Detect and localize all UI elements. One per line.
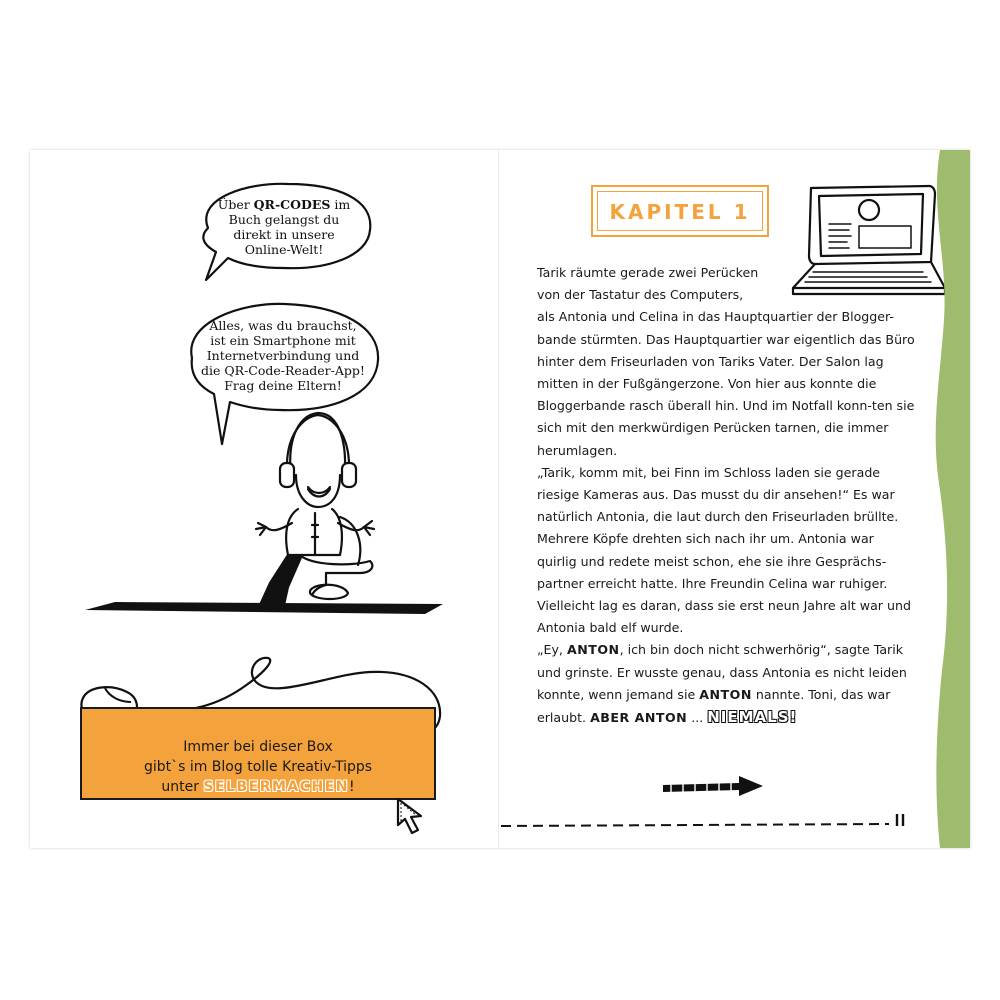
floor-shadow-icon xyxy=(85,598,445,616)
green-page-band xyxy=(930,150,970,848)
niemals-word: NIEMALS! xyxy=(707,708,798,727)
aber-anton-word: ABER ANTON xyxy=(590,710,688,726)
story-paragraph-3: „Ey, ANTON, ich bin doch nicht schwerhörig“, sagte Tarik und grinste. Er wusste genau, dass Antonia es nicht leiden konnte, wenn jemand sie ANTON nannte. Toni, das war erlaubt. ABER ANTON ... NIEMALS! xyxy=(537,642,907,727)
kreativ-tipps-text xyxy=(82,737,434,797)
chapter-title: KAPITEL 1 xyxy=(609,200,751,224)
selbermachen-highlight: SELBERMACHEN xyxy=(203,779,350,795)
story-line-2: von der Tastatur des Computers, xyxy=(537,287,744,303)
story-text xyxy=(537,262,917,729)
bubble-top-text: Über QR-CODES im Buch gelangst du direkt in unsere Online-Welt! xyxy=(217,197,351,257)
story-paragraph-1: als Antonia und Celina in das Hauptquartier der Blogger-bande stürmten. Das Hauptquartier war eigentlich das Büro hinter dem Friseurladen von Tariks Vater. Der Salon lag mitten in der Fußgängerzone. Von hier aus konnte die Bloggerbande rasch überall hin. Und im Notfall konn-ten sie sich mit den merkwürdigen Perücken tarnen, die immer herumlagen. xyxy=(537,309,915,458)
box-line-1: Immer bei dieser Box xyxy=(183,739,333,755)
anton-word-2: ANTON xyxy=(699,686,752,702)
story-paragraph-2: „Tarik, komm mit, bei Finn im Schloss laden sie gerade riesige Kameras aus. Das musst du dir ansehen!“ Es war natürlich Antonia, die laut durch den Friseurladen brüllte. Mehrere Köpfe drehten sich nach ihr um. Antonia war quirlig und redete meist schon, ehe sie ihre Gesprächs-partner erreicht hatte. Ihre Freundin Celina war ruhiger. Vielleicht lag es daran, dass sie erst neun Jahre alt war und Antonia bald elf wurde. xyxy=(537,464,911,636)
left-page xyxy=(30,150,499,848)
chapter-label xyxy=(591,185,769,237)
book-spread xyxy=(30,150,970,848)
kreativ-tipps-box xyxy=(80,707,436,800)
right-page xyxy=(499,150,970,848)
dashed-divider-icon xyxy=(499,812,919,832)
arrow-right-icon xyxy=(659,772,769,802)
pointer-cursor-icon xyxy=(392,795,440,839)
girl-on-chair-illustration xyxy=(230,405,390,610)
anton-word: ANTON xyxy=(566,642,620,658)
bubble-bottom-text: Alles, was du brauchst, ist ein Smartphone mit Internetverbindung und die QR-Code-Reader-App! Frag deine Eltern! xyxy=(201,318,365,393)
box-line-3: unter SELBERMACHEN! xyxy=(161,779,355,795)
story-line-1: Tarik räumte gerade zwei Perücken xyxy=(537,265,759,280)
box-line-2: gibt`s im Blog tolle Kreativ-Tipps xyxy=(143,759,373,775)
